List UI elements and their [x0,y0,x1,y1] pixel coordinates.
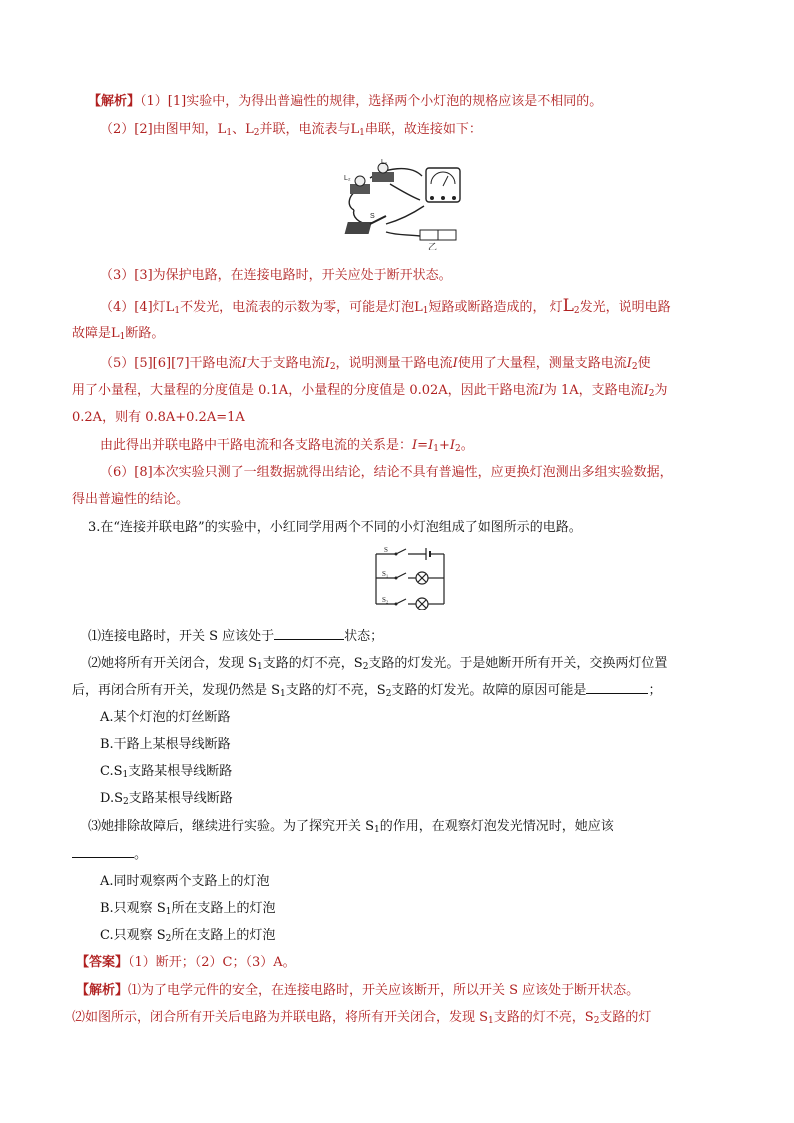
option-3c: C.只观察 $S_2$所在支路上的灯泡 [100,928,276,944]
answer-blank-3[interactable] [72,845,134,858]
option-3a: A.同时观察两个支路上的灯泡 [100,874,270,889]
answer-blank-2[interactable] [586,681,648,694]
analysis-line-2: （2）[2]由图甲知，$L_1$、$L_2$并联，电流表与$L_1$串联，故连接如下： [100,122,482,138]
option-2b: B.干路上某根导线断路 [100,737,231,752]
schematic-label-s2: S₂ [382,596,389,604]
schematic-label-s1: S₁ [382,570,389,578]
question-3-part-2b: 后，再闭合所有开关，发现仍然是 $S_1$支路的灯不亮，$S_2$支路的灯发光。故障的原因可能是 ； [72,683,662,699]
analysis-line-5c: 0.2A，则有 0.8A+0.2A=1A [72,410,245,425]
option-2d: $D.S_2$支路某根导线断路 [100,791,233,807]
analysis-tag: 【解析】 [88,94,141,109]
fig-label-s: S [370,213,375,220]
answer-blank-1[interactable] [274,627,344,640]
question-3-part-3b: 。 [72,845,147,865]
option-2a: A.某个灯泡的灯丝断路 [100,710,231,725]
schematic-label-s: S [384,546,388,554]
analysis-line-3: （3）[3]为保护电路，在连接电路时，开关应处于断开状态。 [100,268,452,283]
question-3-part-2: ⑵她将所有开关闭合，发现 $S_1$支路的灯不亮，$S_2$支路的灯发光。于是她断开所有开关，交换两灯位置 [88,656,668,672]
analysis-line-4: （4）[4]灯$L_1$不发光，电流表的示数为零，可能是灯泡$L_1$短路或断路造成的， 灯$L_2$发光，说明电路 [100,296,671,316]
circuit-schematic-figure [370,546,450,610]
question-3-stem: 3.在“连接并联电路”的实验中，小红同学用两个不同的小灯泡组成了如图所示的电路。 [88,520,582,535]
analysis-line-6: 由此得出并联电路中干路电流和各支路电流的关系是：$I=I_1+I_2$。 [100,438,474,454]
analysis-line-5: （5）[5][6][7]干路电流I大于支路电流$I_2$，说明测量干路电流I使用了大量程，测量支路电流$I_2$使 [100,356,651,372]
analysis-2-tag: 【解析】 [76,983,129,998]
question-3-part-3: ⑶她排除故障后，继续进行实验。为了探究开关 $S_1$的作用，在观察灯泡发光情况时，她应该 [88,819,614,835]
analysis-line-7b: 得出普遍性的结论。 [72,492,190,507]
analysis-2-line-2: ⑵如图所示，闭合所有开关后电路为并联电路，将所有开关闭合，发现 $S_1$支路的灯不亮，$S_2$支路的灯 [72,1010,652,1026]
fig-label-yi: 乙 [428,243,438,250]
analysis-line-1: 【解析】（1）[1]实验中，为得出普遍性的规律，选择两个小灯泡的规格应该是不相同的。 [88,94,603,109]
analysis-2-line-1: 【解析】⑴为了电学元件的安全，在连接电路时，开关应该断开，所以开关 S 应该处于断开状态。 [76,983,640,998]
circuit-photo-figure [340,154,464,250]
answer-line: 【答案】（1）断开；（2）C；（3）A。 [76,955,296,970]
option-3b: B.只观察 $S_1$所在支路上的灯泡 [100,901,276,917]
option-2c: $C.S_1$支路某根导线断路 [100,764,233,780]
fig-label-l1: L₁ [381,159,388,166]
answer-tag: 【答案】 [76,955,129,970]
analysis-line-5b: 用了小量程，大量程的分度值是 0.1A，小量程的分度值是 0.02A，因此干路电流I为 1A，支路电流$I_2$为 [72,383,668,399]
analysis-line-7: （6）[8]本次实验只测了一组数据就得出结论，结论不具有普遍性，应更换灯泡测出多组实验数据， [100,465,673,480]
fig-label-l2: L₂ [344,175,351,182]
question-3-part-1: ⑴连接电路时，开关 S 应该处于 状态； [88,629,384,644]
analysis-line-4b: 故障是$L_1$断路。 [72,326,165,342]
